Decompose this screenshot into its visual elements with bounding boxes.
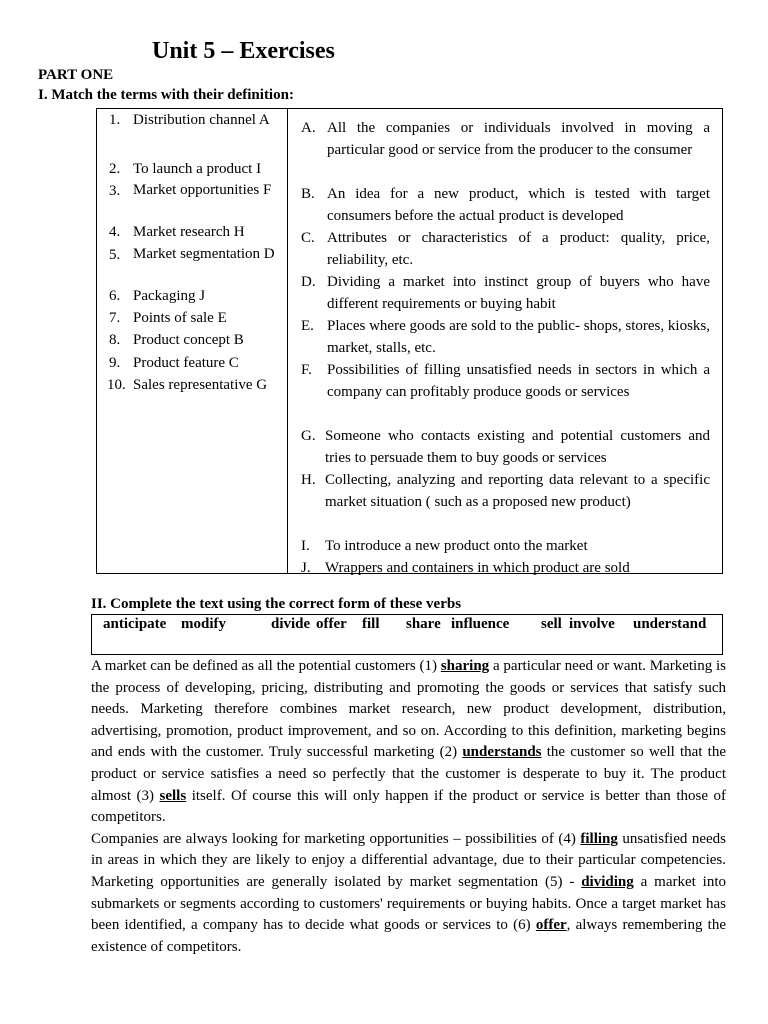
item-text: Packaging J	[133, 288, 206, 304]
item-number: 8.	[109, 332, 121, 348]
verb-word: modify	[181, 616, 226, 632]
text-run: a particular need or want. Marketing is the process of developing, pricing, distributing and promoting the goods or services that satisfy such needs. Marketing therefore combines market research, new product development, distribution, advertising, promotion, product improvement, and so on. According to this definition, marketing begins and ends with the customer. Truly successful marketing (2)	[91, 658, 726, 761]
text-run: Companies are always looking for marketing opportunities – possibilities of (4)	[91, 830, 581, 847]
item-letter: H.	[301, 472, 316, 488]
text-run: , always remembering the existence of competitors.	[91, 917, 726, 955]
answer-4: filling	[580, 830, 618, 847]
answer-6: offer	[535, 917, 567, 934]
item-number: 3.	[109, 183, 121, 199]
item-letter: J.	[301, 560, 311, 576]
verb-word: fill	[362, 616, 380, 632]
item-letter: G.	[301, 428, 316, 444]
item-text: Product concept B	[133, 332, 244, 348]
item-letter: F.	[301, 362, 312, 378]
part-label: PART ONE	[38, 67, 114, 83]
item-text: Market research H	[133, 224, 245, 240]
verb-word: share	[406, 616, 441, 632]
item-letter: D.	[301, 274, 316, 290]
verb-bank	[91, 614, 723, 655]
item-text: Sales representative G	[133, 377, 268, 393]
verb-word: divide	[271, 616, 311, 632]
item-text: To launch a product I	[133, 161, 262, 177]
page-title: Unit 5 – Exercises	[152, 38, 335, 64]
item-number: 1.	[109, 112, 121, 128]
verb-word: sell	[541, 616, 562, 632]
item-text: Places where goods are sold to the public- shops, stores, kiosks, market, stalls, etc.	[327, 318, 710, 356]
answer-3: sells	[159, 787, 187, 804]
item-number: 4.	[109, 224, 121, 240]
item-text: Product feature C	[133, 355, 239, 371]
verb-word: offer	[316, 616, 347, 632]
verb-word: understand	[633, 616, 707, 632]
item-letter: I.	[301, 538, 310, 554]
item-number: 6.	[109, 288, 121, 304]
item-text: To introduce a new product onto the market	[325, 538, 588, 554]
item-text: Wrappers and containers in which product are sold	[325, 560, 630, 576]
item-text: Market segmentation D	[133, 246, 275, 262]
item-text: An idea for a new product, which is tested with target consumers before the actual product is developed	[327, 186, 710, 224]
item-text: Dividing a market into instinct group of buyers who have different requirements or buying habit	[327, 274, 710, 312]
text-passage	[91, 656, 726, 958]
column-divider	[287, 109, 288, 573]
matching-table	[96, 108, 723, 574]
item-text: Points of sale E	[133, 310, 227, 326]
answer-5: dividing	[581, 873, 634, 890]
item-number: 7.	[109, 310, 121, 326]
paragraph-1	[91, 656, 726, 829]
item-text: Collecting, analyzing and reporting data relevant to a specific market situation ( such as a proposed new product)	[325, 472, 710, 510]
item-letter: A.	[301, 120, 316, 136]
answer-1: sharing	[440, 658, 490, 674]
item-letter: E.	[301, 318, 314, 334]
text-run: the customer so well that the product or service satisfies a need so perfectly that the customer is desperate to buy it. The product almost (3)	[91, 744, 726, 804]
item-letter: C.	[301, 230, 315, 246]
section1-heading: I. Match the terms with their definition:	[38, 87, 294, 103]
text-run: unsatisfied needs in areas in which they are likely to enjoy a differential advantage, due to their particular competencies. Marketing opportunities are generally isolated by market segmentation (5) -	[91, 830, 727, 890]
item-letter: B.	[301, 186, 315, 202]
item-text: Possibilities of filling unsatisfied needs in sectors in which a company can profitably produce goods or services	[327, 362, 710, 400]
verb-word: anticipate	[103, 616, 167, 632]
text-run: A market can be defined as all the potential customers (1)	[91, 658, 441, 674]
text-run: a market into submarkets or segments according to customers' requirements or buying habits. Once a target market has been identified, a company has to decide what goods or services to (6)	[91, 873, 726, 934]
answer-2: understands	[462, 744, 542, 761]
item-text: All the companies or individuals involved in moving a particular good or service from the producer to the consumer	[327, 120, 710, 158]
section2-heading: II. Complete the text using the correct form of these verbs	[91, 596, 462, 612]
item-number: 5.	[109, 247, 121, 263]
item-text: Attributes or characteristics of a product: quality, price, reliability, etc.	[327, 230, 710, 268]
item-number: 10.	[107, 377, 126, 393]
item-text: Market opportunities F	[133, 182, 272, 198]
paragraph-2	[91, 829, 726, 959]
text-run: itself. Of course this will only happen if the product or service is better than those of competitors.	[91, 787, 726, 826]
item-text: Distribution channel A	[133, 112, 270, 128]
item-text: Someone who contacts existing and potential customers and tries to persuade them to buy goods or services	[325, 428, 710, 466]
verb-word: involve	[569, 616, 615, 632]
item-number: 9.	[109, 355, 121, 371]
item-number: 2.	[109, 161, 121, 177]
verb-word: influence	[451, 616, 510, 632]
